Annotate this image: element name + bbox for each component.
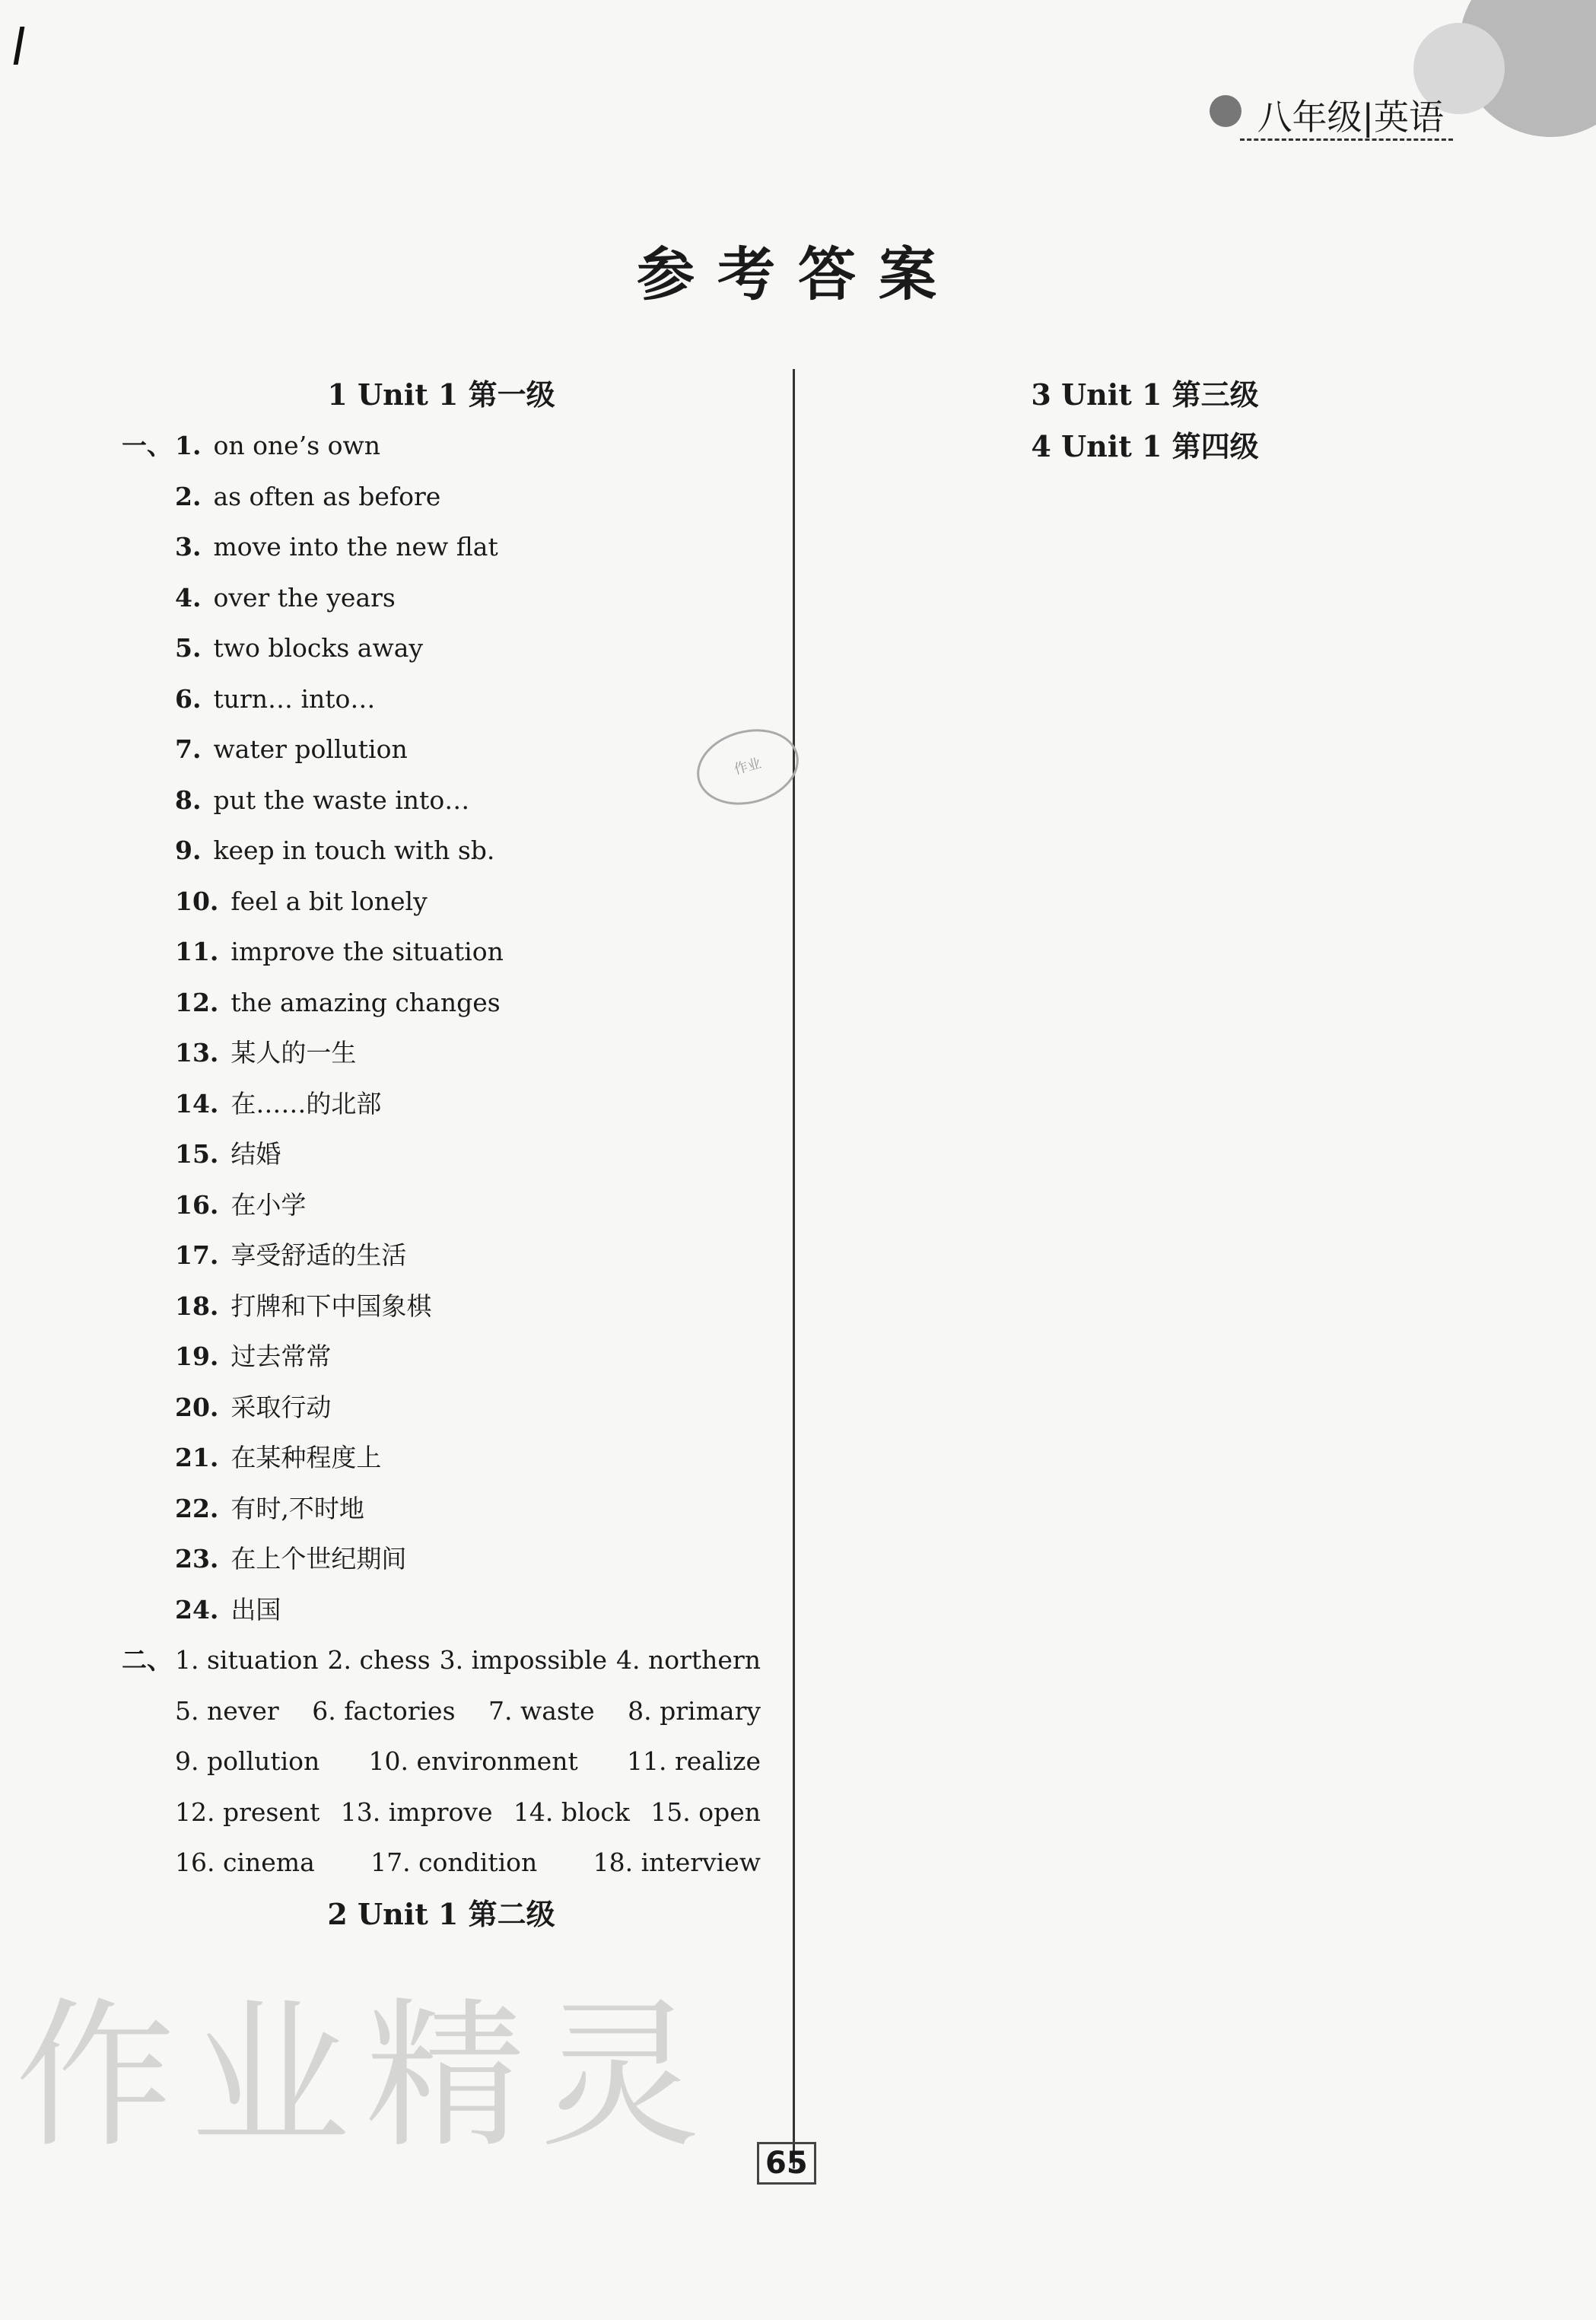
left-part2: [122, 1635, 761, 1889]
answer-line: [122, 1129, 761, 1180]
item-text: turn… into…: [213, 683, 376, 714]
answer-line: [122, 1484, 761, 1535]
item-text: 打牌和下中国象棋: [230, 1290, 432, 1321]
header-label: 八年级|英语: [1257, 97, 1444, 138]
item-text: improve the situation: [230, 937, 504, 966]
answer-row: [122, 1787, 761, 1838]
item-text: 在……的北部: [230, 1088, 382, 1119]
item-number: 9.: [175, 835, 202, 865]
answer-line: [122, 1230, 761, 1281]
item-number: 5.: [175, 633, 202, 663]
answer-cell: 7. waste: [488, 1695, 595, 1726]
answer-line: [122, 573, 761, 624]
item-text: put the waste into…: [213, 784, 470, 815]
left-items: [122, 421, 761, 1635]
item-number: 16.: [175, 1189, 219, 1220]
item-text: 某人的一生: [230, 1038, 357, 1068]
part-marker: 一、: [122, 431, 172, 460]
item-number: 15.: [175, 1139, 219, 1169]
item-text: move into the new flat: [213, 532, 498, 562]
item-number: 11.: [175, 937, 219, 966]
answer-cell: 8. primary: [628, 1695, 761, 1726]
answer-line: [122, 623, 761, 674]
item-text: 在某种程度上: [230, 1443, 382, 1472]
answer-line: [122, 1383, 761, 1434]
item-text: feel a bit lonely: [230, 886, 428, 916]
watermark: 作业精灵: [15, 1983, 716, 2169]
item-text: the amazing changes: [230, 987, 501, 1017]
answer-line: [122, 1585, 761, 1636]
corner-mark: [14, 27, 25, 65]
item-text: on one’s own: [213, 431, 380, 460]
answer-cell: 6. factories: [312, 1695, 456, 1726]
answer-line: [122, 1180, 761, 1231]
item-number: 7.: [175, 734, 202, 764]
section-heading: 2 Unit 1 第二级: [327, 1896, 555, 1931]
item-text: two blocks away: [213, 633, 424, 663]
item-text: keep in touch with sb.: [213, 835, 495, 865]
item-number: 23.: [175, 1544, 219, 1574]
answer-row: [122, 1736, 761, 1787]
item-text: 享受舒适的生活: [230, 1240, 407, 1270]
part-marker: 二、: [122, 1645, 172, 1675]
answer-line: [122, 775, 761, 826]
answer-cell: 17. condition: [370, 1847, 538, 1877]
answer-cell: 9. pollution: [175, 1746, 320, 1776]
item-text: 结婚: [230, 1139, 281, 1169]
item-number: 3.: [175, 532, 202, 562]
item-number: 17.: [175, 1240, 219, 1270]
column-divider: [793, 369, 795, 2169]
answer-line: [122, 674, 761, 725]
item-number: 4.: [175, 582, 202, 613]
item-text: water pollution: [213, 734, 408, 764]
page-title: 参考答案: [637, 240, 959, 308]
answer-line: [122, 978, 761, 1029]
item-number: 6.: [175, 683, 202, 714]
answer-cell: 4. northern: [616, 1645, 761, 1675]
item-text: 过去常常: [230, 1341, 332, 1371]
answer-cell: 10. environment: [368, 1746, 578, 1776]
item-text: 有时,不时地: [230, 1493, 364, 1523]
answer-line: [122, 522, 761, 573]
item-text: 在小学: [230, 1189, 307, 1220]
item-number: 20.: [175, 1392, 219, 1422]
stamp-logo: 作业: [688, 718, 807, 816]
left-column: [122, 369, 761, 1940]
answer-cell: 3. impossible: [439, 1645, 608, 1675]
section-heading: 4 Unit 1 第四级: [1031, 429, 1259, 463]
item-number: 19.: [175, 1341, 219, 1371]
decor-dot: [1210, 95, 1242, 127]
answer-cell: 11. realize: [627, 1746, 761, 1776]
answer-line: [122, 1433, 761, 1484]
answer-row: [122, 1686, 761, 1737]
item-number: 24.: [175, 1594, 219, 1625]
answer-cell: 15. open: [650, 1796, 761, 1827]
answer-line: [122, 1281, 761, 1332]
answer-line: [122, 1028, 761, 1079]
answer-cell: 16. cinema: [175, 1847, 315, 1877]
item-text: 出国: [230, 1594, 281, 1625]
answer-cell: 13. improve: [340, 1796, 493, 1827]
answer-cell: 5. never: [175, 1695, 279, 1726]
item-number: 22.: [175, 1493, 219, 1523]
answer-line: [122, 1332, 761, 1383]
answer-cell: 2. chess: [327, 1645, 431, 1675]
right-column: [822, 369, 1468, 473]
answer-cell: 18. interview: [593, 1847, 761, 1877]
answer-line: [122, 1079, 761, 1130]
answer-line: [122, 421, 761, 472]
answer-row: [122, 1635, 761, 1686]
item-text: 在上个世纪期间: [230, 1544, 407, 1574]
answer-line: [122, 826, 761, 877]
answer-line: [122, 472, 761, 523]
item-number: 12.: [175, 987, 219, 1017]
page-number: 65: [757, 2142, 816, 2185]
item-text: as often as before: [213, 481, 441, 511]
item-number: 1.: [175, 431, 202, 460]
answer-line: [122, 1534, 761, 1585]
answer-line: [122, 927, 761, 978]
item-number: 13.: [175, 1038, 219, 1068]
answer-row: [122, 1838, 761, 1889]
header-underline: [1240, 138, 1453, 141]
item-text: 采取行动: [230, 1392, 332, 1422]
answer-line: [122, 877, 761, 928]
answer-line: [122, 724, 761, 775]
item-number: 21.: [175, 1443, 219, 1472]
item-number: 10.: [175, 886, 219, 916]
answer-cell: 12. present: [175, 1796, 320, 1827]
section-heading: 1 Unit 1 第一级: [327, 377, 555, 412]
item-number: 2.: [175, 481, 202, 511]
item-number: 18.: [175, 1290, 219, 1321]
answer-cell: 1. situation: [175, 1645, 319, 1675]
section-heading: 3 Unit 1 第三级: [1031, 377, 1259, 412]
item-text: over the years: [213, 582, 396, 613]
item-number: 14.: [175, 1088, 219, 1119]
item-number: 8.: [175, 784, 202, 815]
answer-cell: 14. block: [513, 1796, 630, 1827]
